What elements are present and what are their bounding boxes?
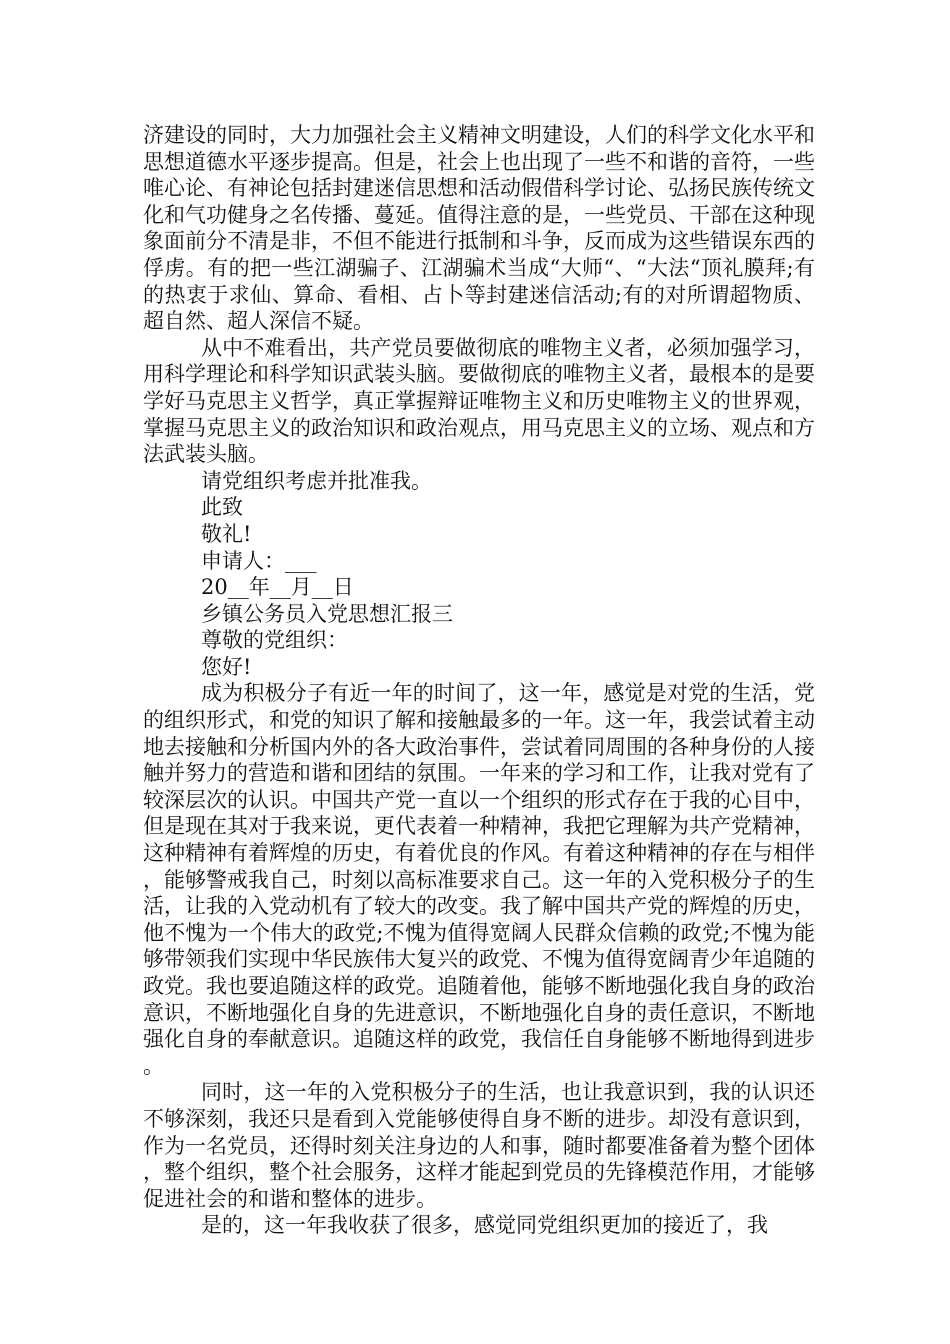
- paragraph-awareness: 同时，这一年的入党积极分子的生活，也让我意识到，我的认识还不够深刻，我还只是看到入党能够使得自身不断的进步。却没有意识到，作为一名党员，还得时刻关注身边的人和事，随时都要准备着为整个团体，整个组织，整个社会服务，这样才能起到党员的先锋模范作用，才能够促进社会的和谐和整体的进步。: [143, 1080, 815, 1211]
- salutation-jingli: 敬礼!: [201, 521, 252, 546]
- document-body: [143, 122, 815, 1239]
- section-title: 乡镇公务员入党思想汇报三: [201, 601, 453, 626]
- greeting-hello: 您好!: [201, 654, 252, 679]
- date-line: 20__年__月__日: [201, 575, 354, 600]
- request-approval-line: 请党组织考虑并批准我。: [201, 468, 432, 493]
- paragraph-activist-year: 成为积极分子有近一年的时间了，这一年，感觉是对党的生活，党的组织形式，和党的知识了解和接触最多的一年。这一年，我尝试着主动地去接触和分析国内外的各大政治事件，尝试着同周围的各种身份的人接触并努力的营造和谐和团结的氛围。一年来的学习和工作，让我对党有了较深层次的认识。中国共产党一直以一个组织的形式存在于我的心目中，但是现在其对于我来说，更代表着一种精神，我把它理解为共产党精神，这种精神有着辉煌的历史，有着优良的作风。有着这种精神的存在与相伴，能够警戒我自己，时刻以高标准要求自己。这一年的入党积极分子的生活，让我的入党动机有了较大的改变。我了解中国共产党的辉煌的历史，他不愧为一个伟大的政党;不愧为值得宽阔人民群众信赖的政党;不愧为能够带领我们实现中华民族伟大复兴的政党、不愧为值得宽阔青少年追随的政党。我也要追随这样的政党。追随着他，能够不断地强化我自身的政治意识，不断地强化自身的先进意识，不断地强化自身的责任意识，不断地强化自身的奉献意识。追随这样的政党，我信任自身能够不断地得到进步。: [143, 681, 815, 1078]
- paragraph-superstition: 济建设的同时，大力加强社会主义精神文明建设，人们的科学文化水平和思想道德水平逐步提高。但是，社会上也出现了一些不和谐的音符，一些唯心论、有神论包括封建迷信思想和活动假借科学讨论、弘扬民族传统文化和气功健身之名传播、蔓延。值得注意的是，一些党员、干部在这种现象面前分不清是非，不但不能进行抵制和斗争，反而成为这些错误东西的俘虏。有的把一些江湖骗子、江湖骗术当成“大师“、“大法“顶礼膜拜;有的热衷于求仙、算命、看相、占卜等封建迷信活动;有的对所谓超物质、超自然、超人深信不疑。: [143, 123, 815, 334]
- greeting-party: 尊敬的党组织：: [201, 628, 348, 653]
- paragraph-materialism: 从中不难看出，共产党员要做彻底的唯物主义者，必须加强学习，用科学理论和科学知识武装头脑。要做彻底的唯物主义者，最根本的是要学好马克思主义哲学，真正掌握辩证唯物主义和历史唯物主义的世界观，掌握马克思主义的政治知识和政治观点，用马克思主义的立场、观点和方法武装头脑。: [143, 335, 815, 467]
- applicant-line: 申请人：___: [201, 548, 317, 573]
- paragraph-harvest: 是的，这一年我收获了很多，感觉同党组织更加的接近了，我: [201, 1213, 768, 1238]
- salutation-cizhi: 此致: [201, 495, 243, 520]
